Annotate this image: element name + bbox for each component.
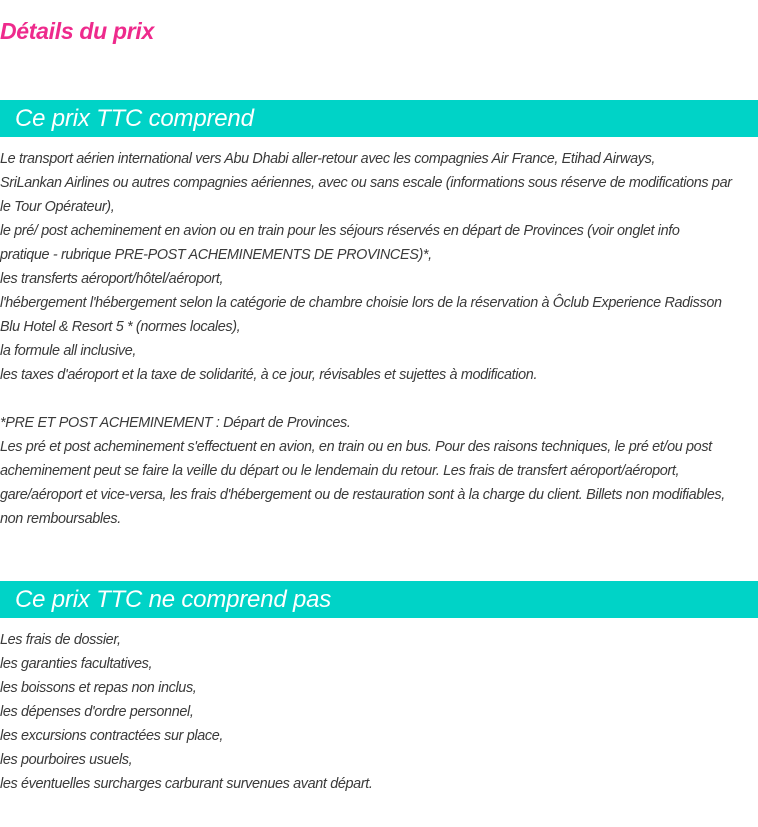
included-line: l'hébergement l'hébergement selon la catégorie de chambre choisie lors de la réservation à Ôclub Experience Radisson xyxy=(0,295,722,311)
excluded-heading: Ce prix TTC ne comprend pas xyxy=(15,586,332,613)
excluded-line: Les frais de dossier, xyxy=(0,632,121,648)
included-heading: Ce prix TTC comprend xyxy=(15,105,254,132)
acheminement-note-line: non remboursables. xyxy=(0,511,121,527)
included-list xyxy=(0,147,758,531)
excluded-line: les pourboires usuels, xyxy=(0,752,133,768)
included-section-header xyxy=(0,100,758,137)
included-line: les transferts aéroport/hôtel/aéroport, xyxy=(0,271,224,287)
included-line: pratique - rubrique PRE-POST ACHEMINEMENTS DE PROVINCES)*, xyxy=(0,247,432,263)
acheminement-note-line: acheminement peut se faire la veille du départ ou le lendemain du retour. Les frais de transfert aéroport/aéroport, xyxy=(0,463,680,479)
included-line: la formule all inclusive, xyxy=(0,343,137,359)
excluded-line: les excursions contractées sur place, xyxy=(0,728,224,744)
acheminement-note-line: gare/aéroport et vice-versa, les frais d'hébergement ou de restauration sont à la charge du client. Billets non modifiables, xyxy=(0,487,725,503)
page-title: Détails du prix xyxy=(0,18,154,44)
excluded-line: les garanties facultatives, xyxy=(0,656,153,672)
included-line: SriLankan Airlines ou autres compagnies aériennes, avec ou sans escale (informations sous réserve de modifications par xyxy=(0,175,732,191)
included-line: les taxes d'aéroport et la taxe de solidarité, à ce jour, révisables et sujettes à modification. xyxy=(0,367,538,383)
included-line: Le transport aérien international vers Abu Dhabi aller-retour avec les compagnies Air France, Etihad Airways, xyxy=(0,151,656,167)
excluded-line: les boissons et repas non inclus, xyxy=(0,680,197,696)
excluded-line: les éventuelles surcharges carburant survenues avant départ. xyxy=(0,776,373,792)
paragraph-gap xyxy=(0,387,758,411)
excluded-section-header xyxy=(0,581,758,618)
excluded-line: les dépenses d'ordre personnel, xyxy=(0,704,194,720)
acheminement-note-line: *PRE ET POST ACHEMINEMENT : Départ de Provinces. xyxy=(0,415,351,431)
acheminement-note-line: Les pré et post acheminement s'effectuent en avion, en train ou en bus. Pour des raisons techniques, le pré et/ou post xyxy=(0,439,712,455)
included-line: Blu Hotel & Resort 5 * (normes locales), xyxy=(0,319,241,335)
excluded-list xyxy=(0,628,758,796)
included-line: le pré/ post acheminement en avion ou en train pour les séjours réservés en départ de Provinces (voir onglet info xyxy=(0,223,680,239)
included-line: le Tour Opérateur), xyxy=(0,199,115,215)
